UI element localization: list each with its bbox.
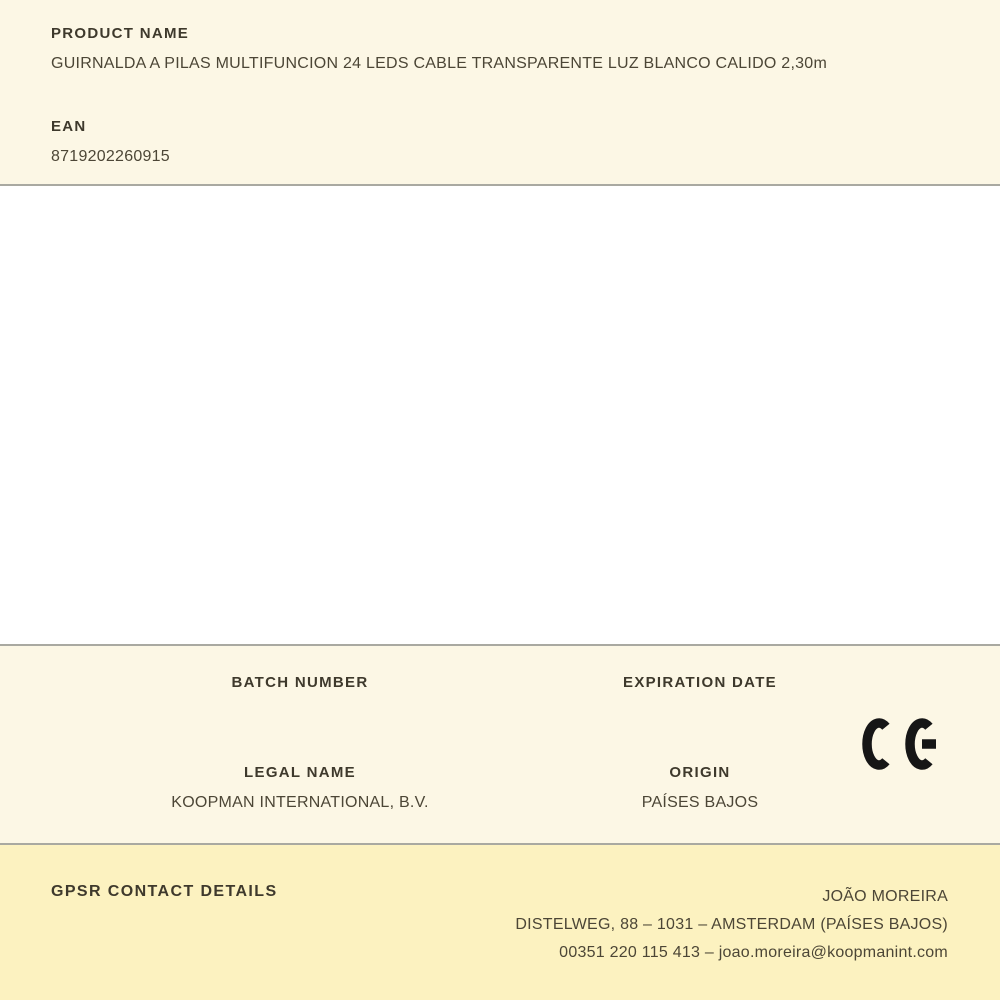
product-name-label: PRODUCT NAME bbox=[51, 25, 190, 42]
batch-number-value bbox=[100, 703, 500, 723]
details-left-column bbox=[100, 674, 500, 813]
batch-number-label: BATCH NUMBER bbox=[231, 674, 369, 691]
expiration-date-label: EXPIRATION DATE bbox=[623, 674, 777, 691]
empty-content-area bbox=[0, 186, 1000, 644]
expiration-date-field bbox=[500, 674, 900, 723]
batch-number-field bbox=[100, 674, 500, 723]
gpsr-contact-name: JOÃO MOREIRA bbox=[822, 888, 948, 905]
product-name-field bbox=[51, 25, 950, 74]
legal-name-field bbox=[100, 764, 500, 813]
gpsr-title: GPSR CONTACT DETAILS bbox=[51, 883, 278, 900]
ean-field bbox=[51, 118, 950, 167]
gpsr-address: DISTELWEG, 88 – 1031 – AMSTERDAM (PAÍSES BAJOS) bbox=[515, 916, 948, 933]
gpsr-phone-email: 00351 220 115 413 – joao.moreira@koopmanint.com bbox=[559, 944, 948, 961]
legal-name-label: LEGAL NAME bbox=[244, 764, 356, 781]
origin-field bbox=[500, 764, 900, 813]
details-columns bbox=[0, 674, 1000, 813]
product-name-value: GUIRNALDA A PILAS MULTIFUNCION 24 LEDS CABLE TRANSPARENTE LUZ BLANCO CALIDO 2,30m bbox=[51, 55, 828, 72]
ce-mark-icon bbox=[857, 713, 941, 775]
product-info-section bbox=[0, 0, 1000, 186]
ean-label: EAN bbox=[51, 118, 87, 135]
details-right-column bbox=[500, 674, 900, 813]
ean-value: 8719202260915 bbox=[51, 148, 170, 165]
legal-name-value: KOOPMAN INTERNATIONAL, B.V. bbox=[171, 794, 429, 811]
origin-label: ORIGIN bbox=[669, 764, 731, 781]
gpsr-contact-block bbox=[515, 883, 948, 967]
expiration-date-value bbox=[500, 703, 900, 723]
gpsr-section bbox=[0, 845, 1000, 1000]
details-section bbox=[0, 644, 1000, 845]
origin-value: PAÍSES BAJOS bbox=[641, 794, 759, 811]
